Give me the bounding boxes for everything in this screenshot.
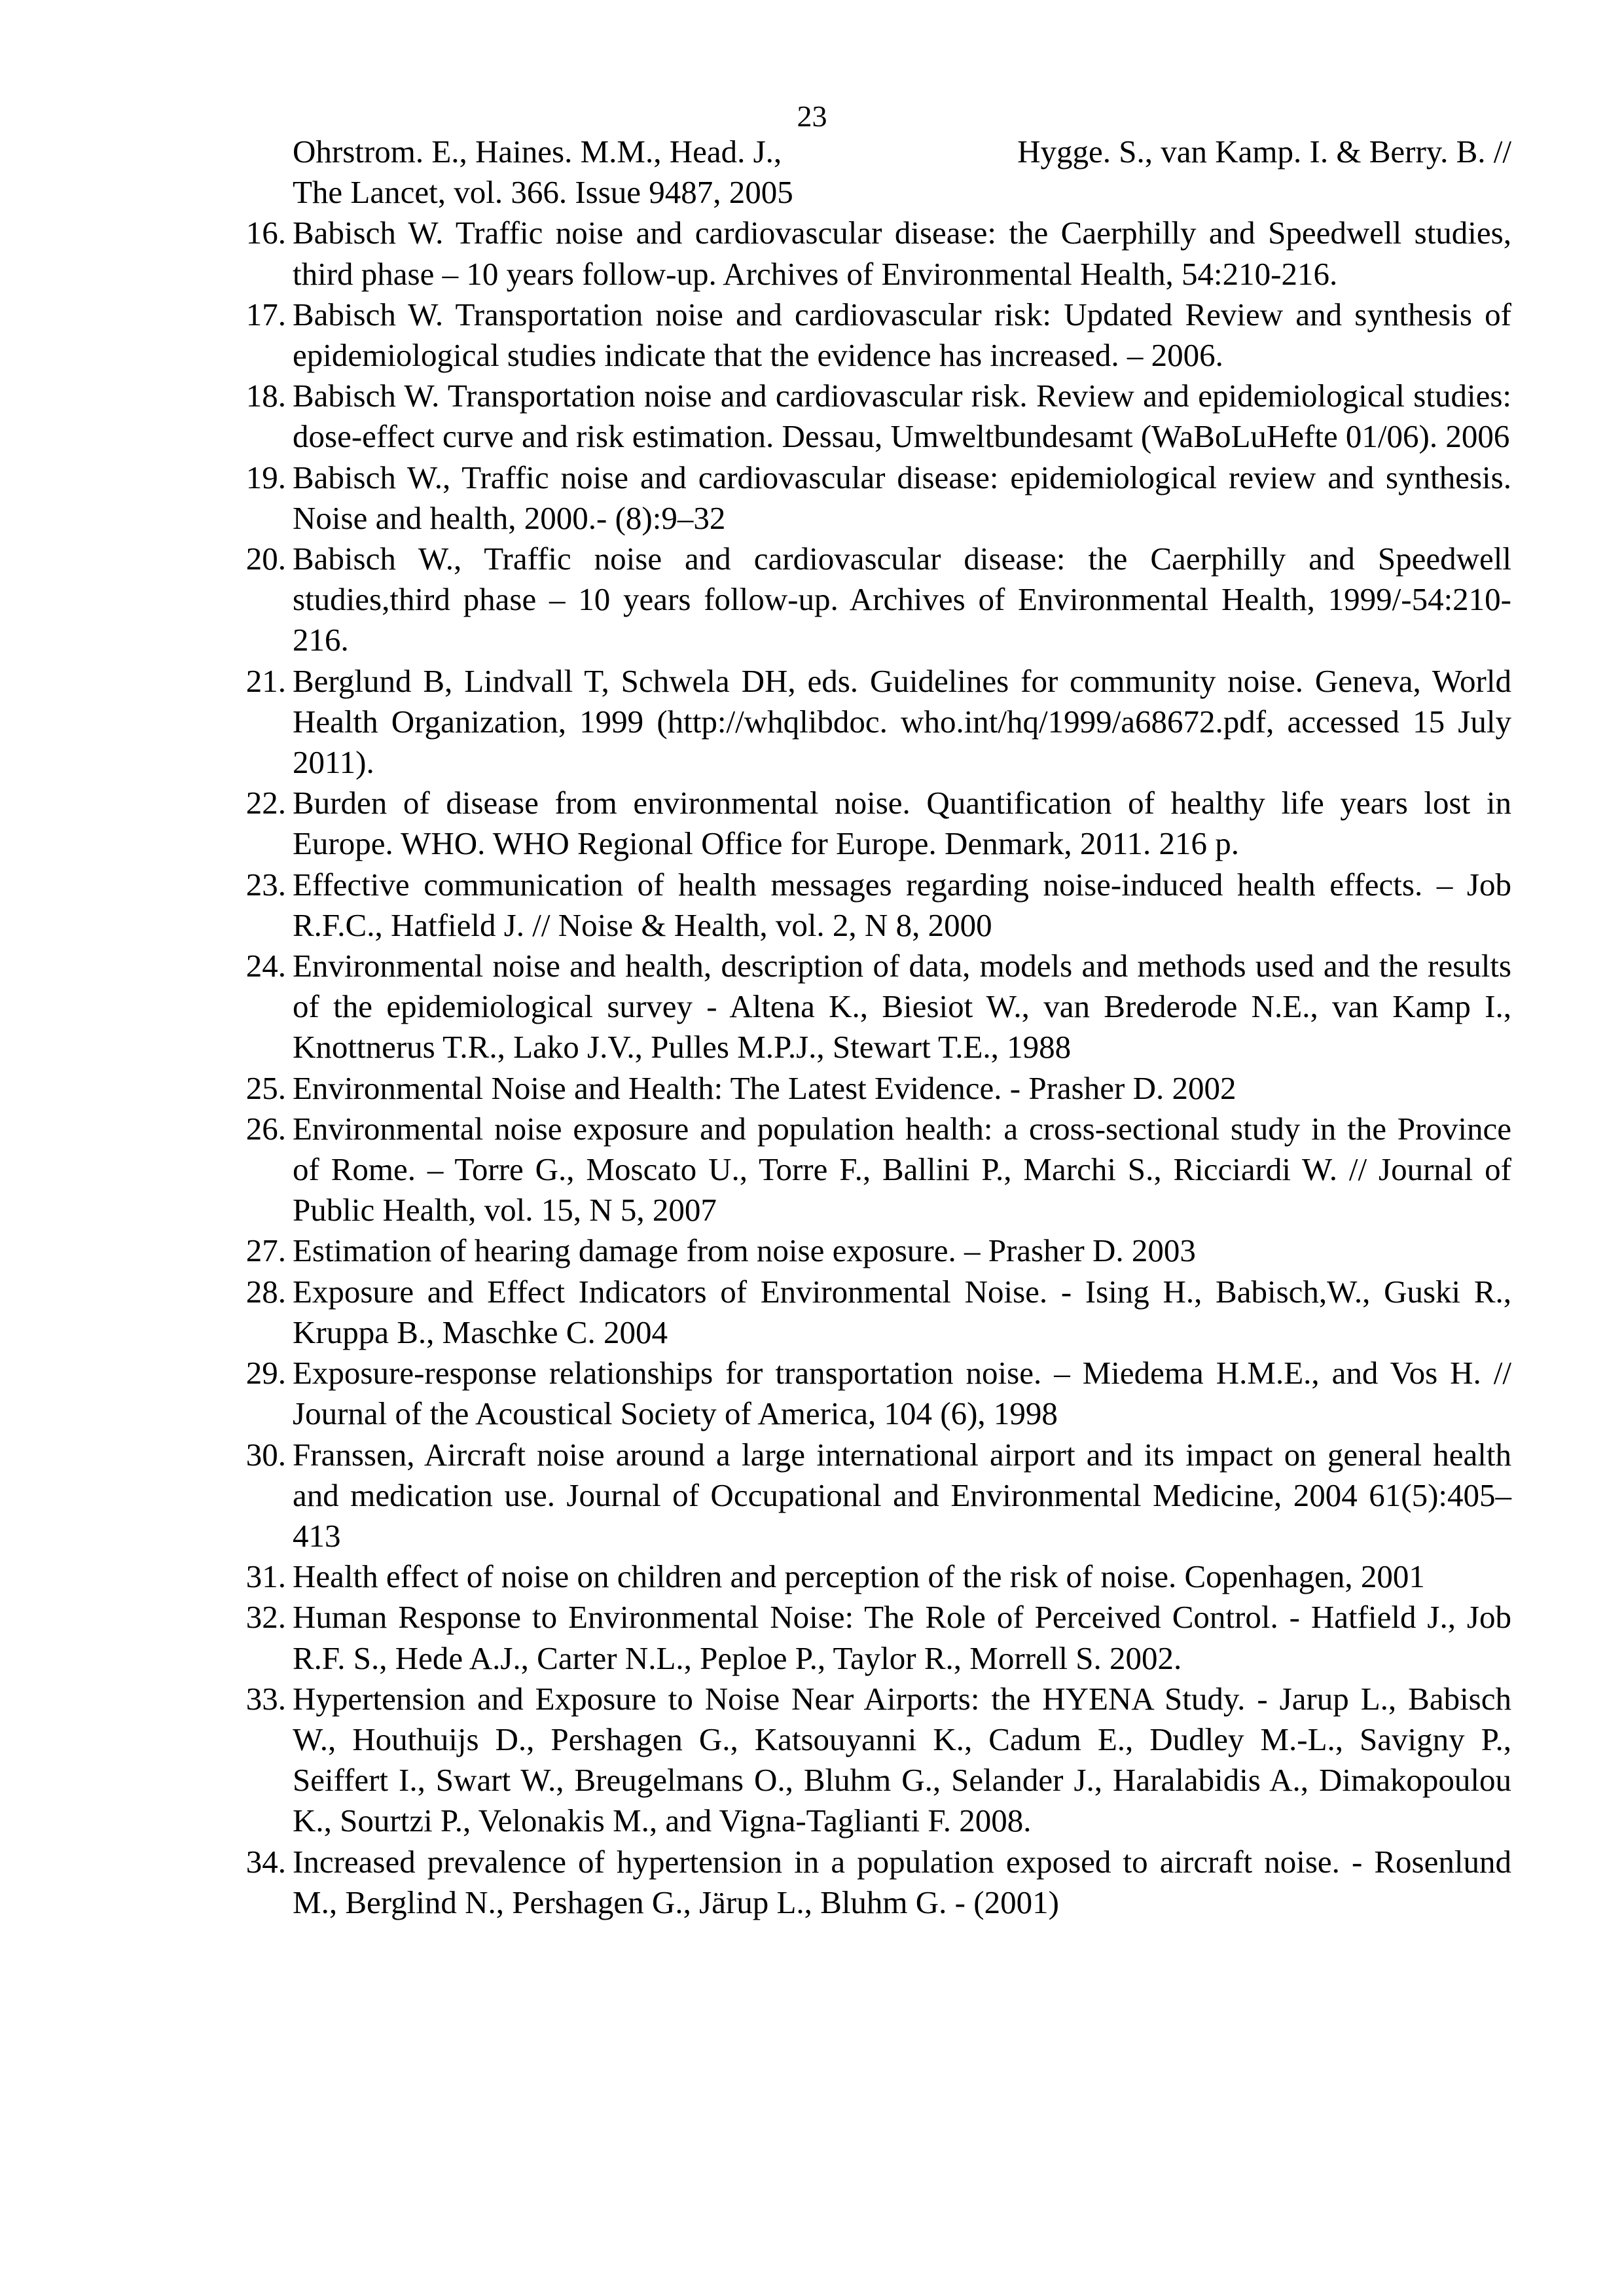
reference-text: Estimation of hearing damage from noise exposure. – Prasher D. 2003	[293, 1232, 1196, 1269]
reference-number: 30.	[245, 1436, 286, 1473]
reference-item-34	[245, 1842, 1511, 1923]
continuation-authors-left: Ohrstrom. E., Haines. M.M., Head. J.,	[293, 134, 782, 170]
reference-item-24	[245, 946, 1511, 1068]
reference-text: Hypertension and Exposure to Noise Near Airports: the HYENA Study. - Jarup L., Babisch W., Houthuijs D., Pershagen G., Katsouyanni K., Cadum E., Dudley M.-L., Savigny P., Seiffert I., Swart W., Breugelmans O., Bluhm G., Selander J., Haralabidis A., Dimakopoulou K., Sourtzi P., Velonakis M., and Vigna-Taglianti F. 2008.	[293, 1680, 1511, 1839]
reference-text: Franssen, Aircraft noise around a large international airport and its impact on general health and medication use. Journal of Occupational and Environmental Medicine, 2004 61(5):405–413	[293, 1436, 1511, 1554]
reference-15-continuation	[293, 132, 1511, 213]
reference-text: Health effect of noise on children and perception of the risk of noise. Copenhagen, 2001	[293, 1558, 1425, 1595]
reference-item-26	[245, 1109, 1511, 1231]
reference-item-21	[245, 661, 1511, 783]
reference-item-19	[245, 457, 1511, 539]
reference-item-23	[245, 865, 1511, 946]
reference-number: 17.	[245, 296, 286, 332]
reference-number: 29.	[245, 1355, 286, 1391]
reference-text: Effective communication of health messages regarding noise-induced health effects. – Job R.F.C., Hatfield J. // Noise & Health, vol. 2, N 8, 2000	[293, 866, 1511, 943]
reference-item-16	[245, 213, 1511, 294]
reference-number: 34.	[245, 1843, 286, 1880]
reference-number: 26.	[245, 1110, 286, 1147]
reference-text: Human Response to Environmental Noise: The Role of Perceived Control. - Hatfield J., Job R.F. S., Hede A.J., Carter N.L., Peploe P., Taylor R., Morrell S. 2002.	[293, 1599, 1511, 1676]
reference-number: 33.	[245, 1680, 286, 1717]
reference-text: Environmental noise exposure and population health: a cross-sectional study in the Province of Rome. – Torre G., Moscato U., Torre F., Ballini P., Marchi S., Ricciardi W. // Journal of Public Health, vol. 15, N 5, 2007	[293, 1110, 1511, 1229]
reference-item-29	[245, 1353, 1511, 1434]
reference-text: Babisch W., Traffic noise and cardiovascular disease: the Caerphilly and Speedwell studies,third phase – 10 years follow-up. Archives of Environmental Health, 1999/-54:210-216.	[293, 541, 1511, 658]
reference-number: 20.	[245, 541, 286, 577]
reference-number: 22.	[245, 785, 286, 821]
reference-number: 21.	[245, 662, 286, 699]
reference-text: Burden of disease from environmental noise. Quantification of healthy life years lost in Europe. WHO. WHO Regional Office for Europe. Denmark, 2011. 216 p.	[293, 785, 1511, 862]
reference-text: Exposure and Effect Indicators of Environmental Noise. - Ising H., Babisch,W., Guski R., Kruppa B., Maschke C. 2004	[293, 1273, 1511, 1350]
continuation-line-2: The Lancet, vol. 366. Issue 9487, 2005	[293, 174, 793, 211]
reference-number: 28.	[245, 1273, 286, 1310]
reference-text: Babisch W. Traffic noise and cardiovascular disease: the Caerphilly and Speedwell studies, third phase – 10 years follow-up. Archives of Environmental Health, 54:210-216.	[293, 215, 1511, 292]
reference-item-20	[245, 539, 1511, 661]
page-number: 23	[797, 99, 827, 133]
continuation-line-1	[293, 132, 1511, 172]
reference-item-28	[245, 1272, 1511, 1353]
reference-text: Increased prevalence of hypertension in a population exposed to aircraft noise. - Rosenlund M., Berglind N., Pershagen G., Järup L., Bluhm G. - (2001)	[293, 1843, 1511, 1920]
reference-item-18	[245, 376, 1511, 457]
reference-number: 25.	[245, 1069, 286, 1106]
reference-item-32	[245, 1597, 1511, 1678]
reference-number: 16.	[245, 215, 286, 251]
reference-number: 19.	[245, 459, 286, 495]
reference-text: Environmental Noise and Health: The Latest Evidence. - Prasher D. 2002	[293, 1069, 1236, 1106]
reference-item-17	[245, 295, 1511, 376]
reference-text: Exposure-response relationships for transportation noise. – Miedema H.M.E., and Vos H. // Journal of the Acoustical Society of America, 104 (6), 1998	[293, 1355, 1511, 1432]
reference-item-27	[245, 1230, 1511, 1271]
reference-item-33	[245, 1679, 1511, 1842]
reference-text: Babisch W. Transportation noise and cardiovascular risk. Review and epidemiological studies: dose-effect curve and risk estimation. Dessau, Umweltbundesamt (WaBoLuHefte 01/06). 2006	[293, 378, 1511, 455]
reference-number: 18.	[245, 378, 286, 414]
reference-list	[245, 132, 1511, 1923]
reference-text: Berglund B, Lindvall T, Schwela DH, eds. Guidelines for community noise. Geneva, World Health Organization, 1999 (http://whqlibdoc. who.int/hq/1999/a68672.pdf, accessed 15 July 2011).	[293, 662, 1511, 781]
reference-number: 32.	[245, 1599, 286, 1636]
reference-text: Babisch W. Transportation noise and cardiovascular risk: Updated Review and synthesis of epidemiological studies indicate that the evidence has increased. – 2006.	[293, 296, 1511, 374]
reference-number: 23.	[245, 866, 286, 903]
reference-text: Babisch W., Traffic noise and cardiovascular disease: epidemiological review and synthesis. Noise and health, 2000.- (8):9–32	[293, 459, 1511, 536]
reference-item-22	[245, 783, 1511, 864]
reference-item-30	[245, 1435, 1511, 1557]
reference-number: 27.	[245, 1232, 286, 1269]
reference-item-25	[245, 1068, 1511, 1109]
reference-number: 24.	[245, 948, 286, 984]
reference-number: 31.	[245, 1558, 286, 1595]
reference-item-31	[245, 1556, 1511, 1597]
reference-text: Environmental noise and health, description of data, models and methods used and the results of the epidemiological survey - Altena K., Biesiot W., van Brederode N.E., van Kamp I., Knottnerus T.R., Lako J.V., Pulles M.P.J., Stewart T.E., 1988	[293, 948, 1511, 1066]
continuation-authors-right: Hygge. S., van Kamp. I. & Berry. B. //	[1017, 134, 1511, 170]
